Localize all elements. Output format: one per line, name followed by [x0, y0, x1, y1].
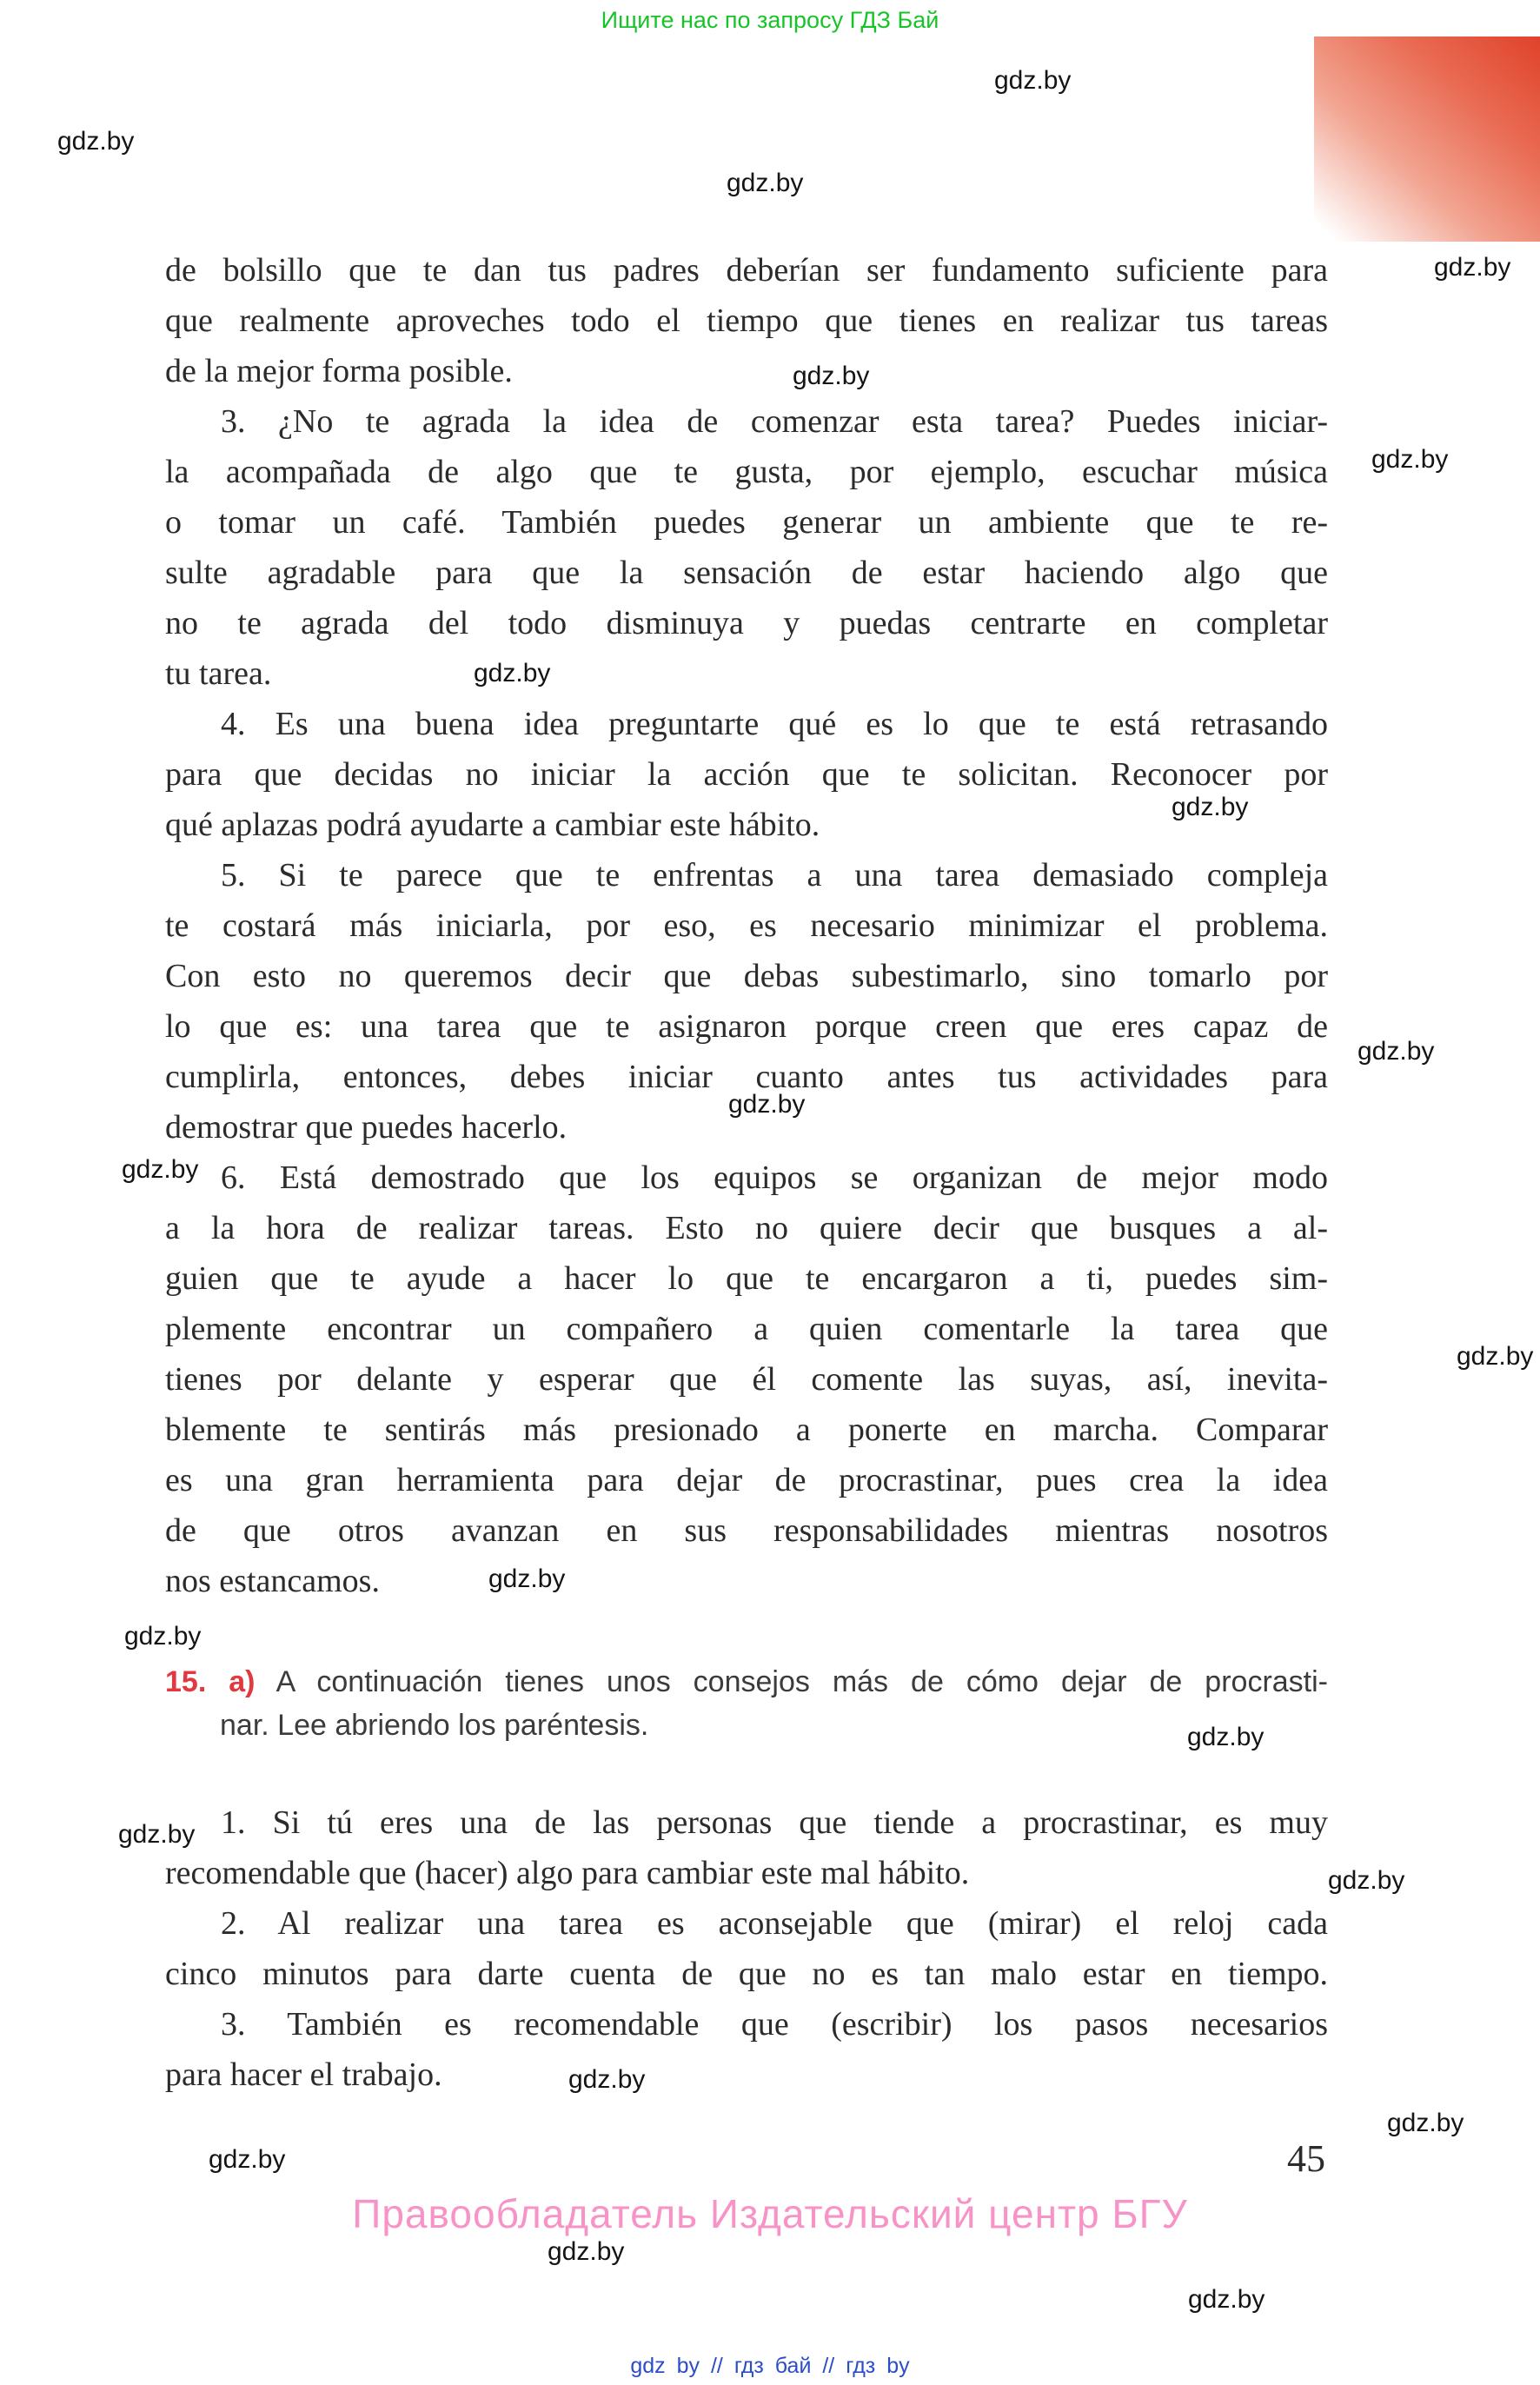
task-heading-line: nar. Lee abriendo los paréntesis. [220, 1709, 649, 1742]
watermark: gdz.by [1187, 1723, 1265, 1751]
body-text-line: no te agrada del todo disminuya y puedas centrarte en completar [165, 605, 1328, 641]
body-text-line: o tomar un café. También puedes generar un ambiente que te re- [165, 504, 1328, 541]
watermark: gdz.by [1457, 1342, 1534, 1371]
body-text-line: tu tarea. [165, 655, 272, 692]
body-text-line: Con esto no queremos decir que debas subestimarlo, sino tomarlo por [165, 958, 1328, 994]
task-heading-line [165, 1660, 1328, 1704]
task-heading-text: A continuación tienes unos consejos más de cómo dejar de procrasti- [275, 1665, 1329, 1698]
top-search-notice: Ищите нас по запросу ГДЗ Бай [601, 7, 939, 33]
exercise-line: cinco minutos para darte cuenta de que no es tan malo estar en tiempo. [165, 1956, 1328, 1992]
page-number: 45 [1287, 2137, 1325, 2180]
body-text-line: a la hora de realizar tareas. Esto no quiere decir que busques a al- [165, 1210, 1328, 1246]
watermark: gdz.by [488, 1565, 566, 1593]
watermark: gdz.by [728, 1090, 806, 1119]
watermark: gdz.by [793, 362, 870, 390]
watermark: gdz.by [57, 127, 135, 156]
watermark: gdz.by [1188, 2285, 1265, 2314]
copyright-line: Правообладатель Издательский центр БГУ [352, 2191, 1188, 2236]
body-text-line: te costará más iniciarla, por eso, es necesario minimizar el problema. [165, 907, 1328, 944]
task-15a-block [165, 1660, 1328, 1747]
watermark: gdz.by [474, 659, 551, 688]
body-text-line: 5. Si te parece que te enfrentas a una tarea demasiado compleja [221, 857, 1328, 894]
watermark: gdz.by [727, 169, 804, 197]
watermark: gdz.by [209, 2145, 286, 2174]
body-text-line: 3. ¿No te agrada la idea de comenzar esta tarea? Puedes iniciar- [221, 403, 1328, 440]
watermark: gdz.by [124, 1622, 202, 1651]
exercise-line: 1. Si tú eres una de las personas que tiende a procrastinar, es muy [221, 1804, 1328, 1841]
exercise-line: recomendable que (hacer) algo para cambiar este mal hábito. [165, 1855, 970, 1891]
orange-gradient-decoration [1314, 37, 1540, 242]
body-text-line: blemente te sentirás más presionado a ponerte en marcha. Comparar [165, 1412, 1328, 1448]
task-number: 15. [165, 1665, 207, 1698]
body-text-line: la acompañada de algo que te gusta, por ejemplo, escuchar música [165, 454, 1328, 490]
watermark: gdz.by [1434, 253, 1511, 282]
watermark: gdz.by [1328, 1866, 1405, 1895]
task-letter: a) [229, 1665, 256, 1698]
body-text-line: de que otros avanzan en sus responsabilidades mientras nosotros [165, 1512, 1328, 1549]
body-text-block [165, 245, 1328, 1606]
body-text-line: cumplirla, entonces, debes iniciar cuanto antes tus actividades para [165, 1059, 1328, 1095]
body-text-line: de la mejor forma posible. [165, 353, 513, 389]
footer-search-line: gdz by // гдз бай // гдз by [630, 2354, 910, 2378]
watermark: gdz.by [118, 1820, 196, 1849]
body-text-line: demostrar que puedes hacerlo. [165, 1109, 568, 1146]
body-text-line: lo que es: una tarea que te asignaron porque creen que eres capaz de [165, 1008, 1328, 1045]
body-text-line: sulte agradable para que la sensación de estar haciendo algo que [165, 555, 1328, 591]
body-text-line: nos estancamos. [165, 1563, 380, 1599]
body-text-line: para que decidas no iniciar la acción que te solicitan. Reconocer por [165, 756, 1328, 793]
body-text-line: que realmente aproveches todo el tiempo que tienes en realizar tus tareas [165, 302, 1328, 339]
exercise-line: 2. Al realizar una tarea es aconsejable que (mirar) el reloj cada [221, 1905, 1328, 1942]
watermark: gdz.by [548, 2237, 625, 2266]
watermark: gdz.by [994, 66, 1072, 95]
body-text-line: qué aplazas podrá ayudarte a cambiar este hábito. [165, 807, 820, 843]
body-text-line: plemente encontrar un compañero a quien comentarle la tarea que [165, 1311, 1328, 1347]
body-text-line: tienes por delante y esperar que él comente las suyas, así, inevita- [165, 1361, 1328, 1398]
body-text-line: es una gran herramienta para dejar de procrastinar, pues crea la idea [165, 1462, 1328, 1498]
exercise-sentences-block [165, 1797, 1328, 2100]
watermark: gdz.by [1387, 2109, 1464, 2137]
exercise-line: 3. También es recomendable que (escribir) los pasos necesarios [221, 2006, 1328, 2043]
body-text-line: 4. Es una buena idea preguntarte qué es lo que te está retrasando [221, 706, 1328, 742]
body-text-line: de bolsillo que te dan tus padres deberían ser fundamento suficiente para [165, 252, 1328, 289]
watermark: gdz.by [1371, 445, 1449, 474]
watermark: gdz.by [1357, 1037, 1435, 1066]
watermark: gdz.by [122, 1155, 199, 1184]
body-text-line: guien que te ayude a hacer lo que te encargaron a ti, puedes sim- [165, 1260, 1328, 1297]
exercise-line: para hacer el trabajo. [165, 2056, 442, 2093]
watermark: gdz.by [568, 2065, 646, 2094]
watermark: gdz.by [1172, 793, 1249, 821]
body-text-line: 6. Está demostrado que los equipos se organizan de mejor modo [221, 1159, 1328, 1196]
